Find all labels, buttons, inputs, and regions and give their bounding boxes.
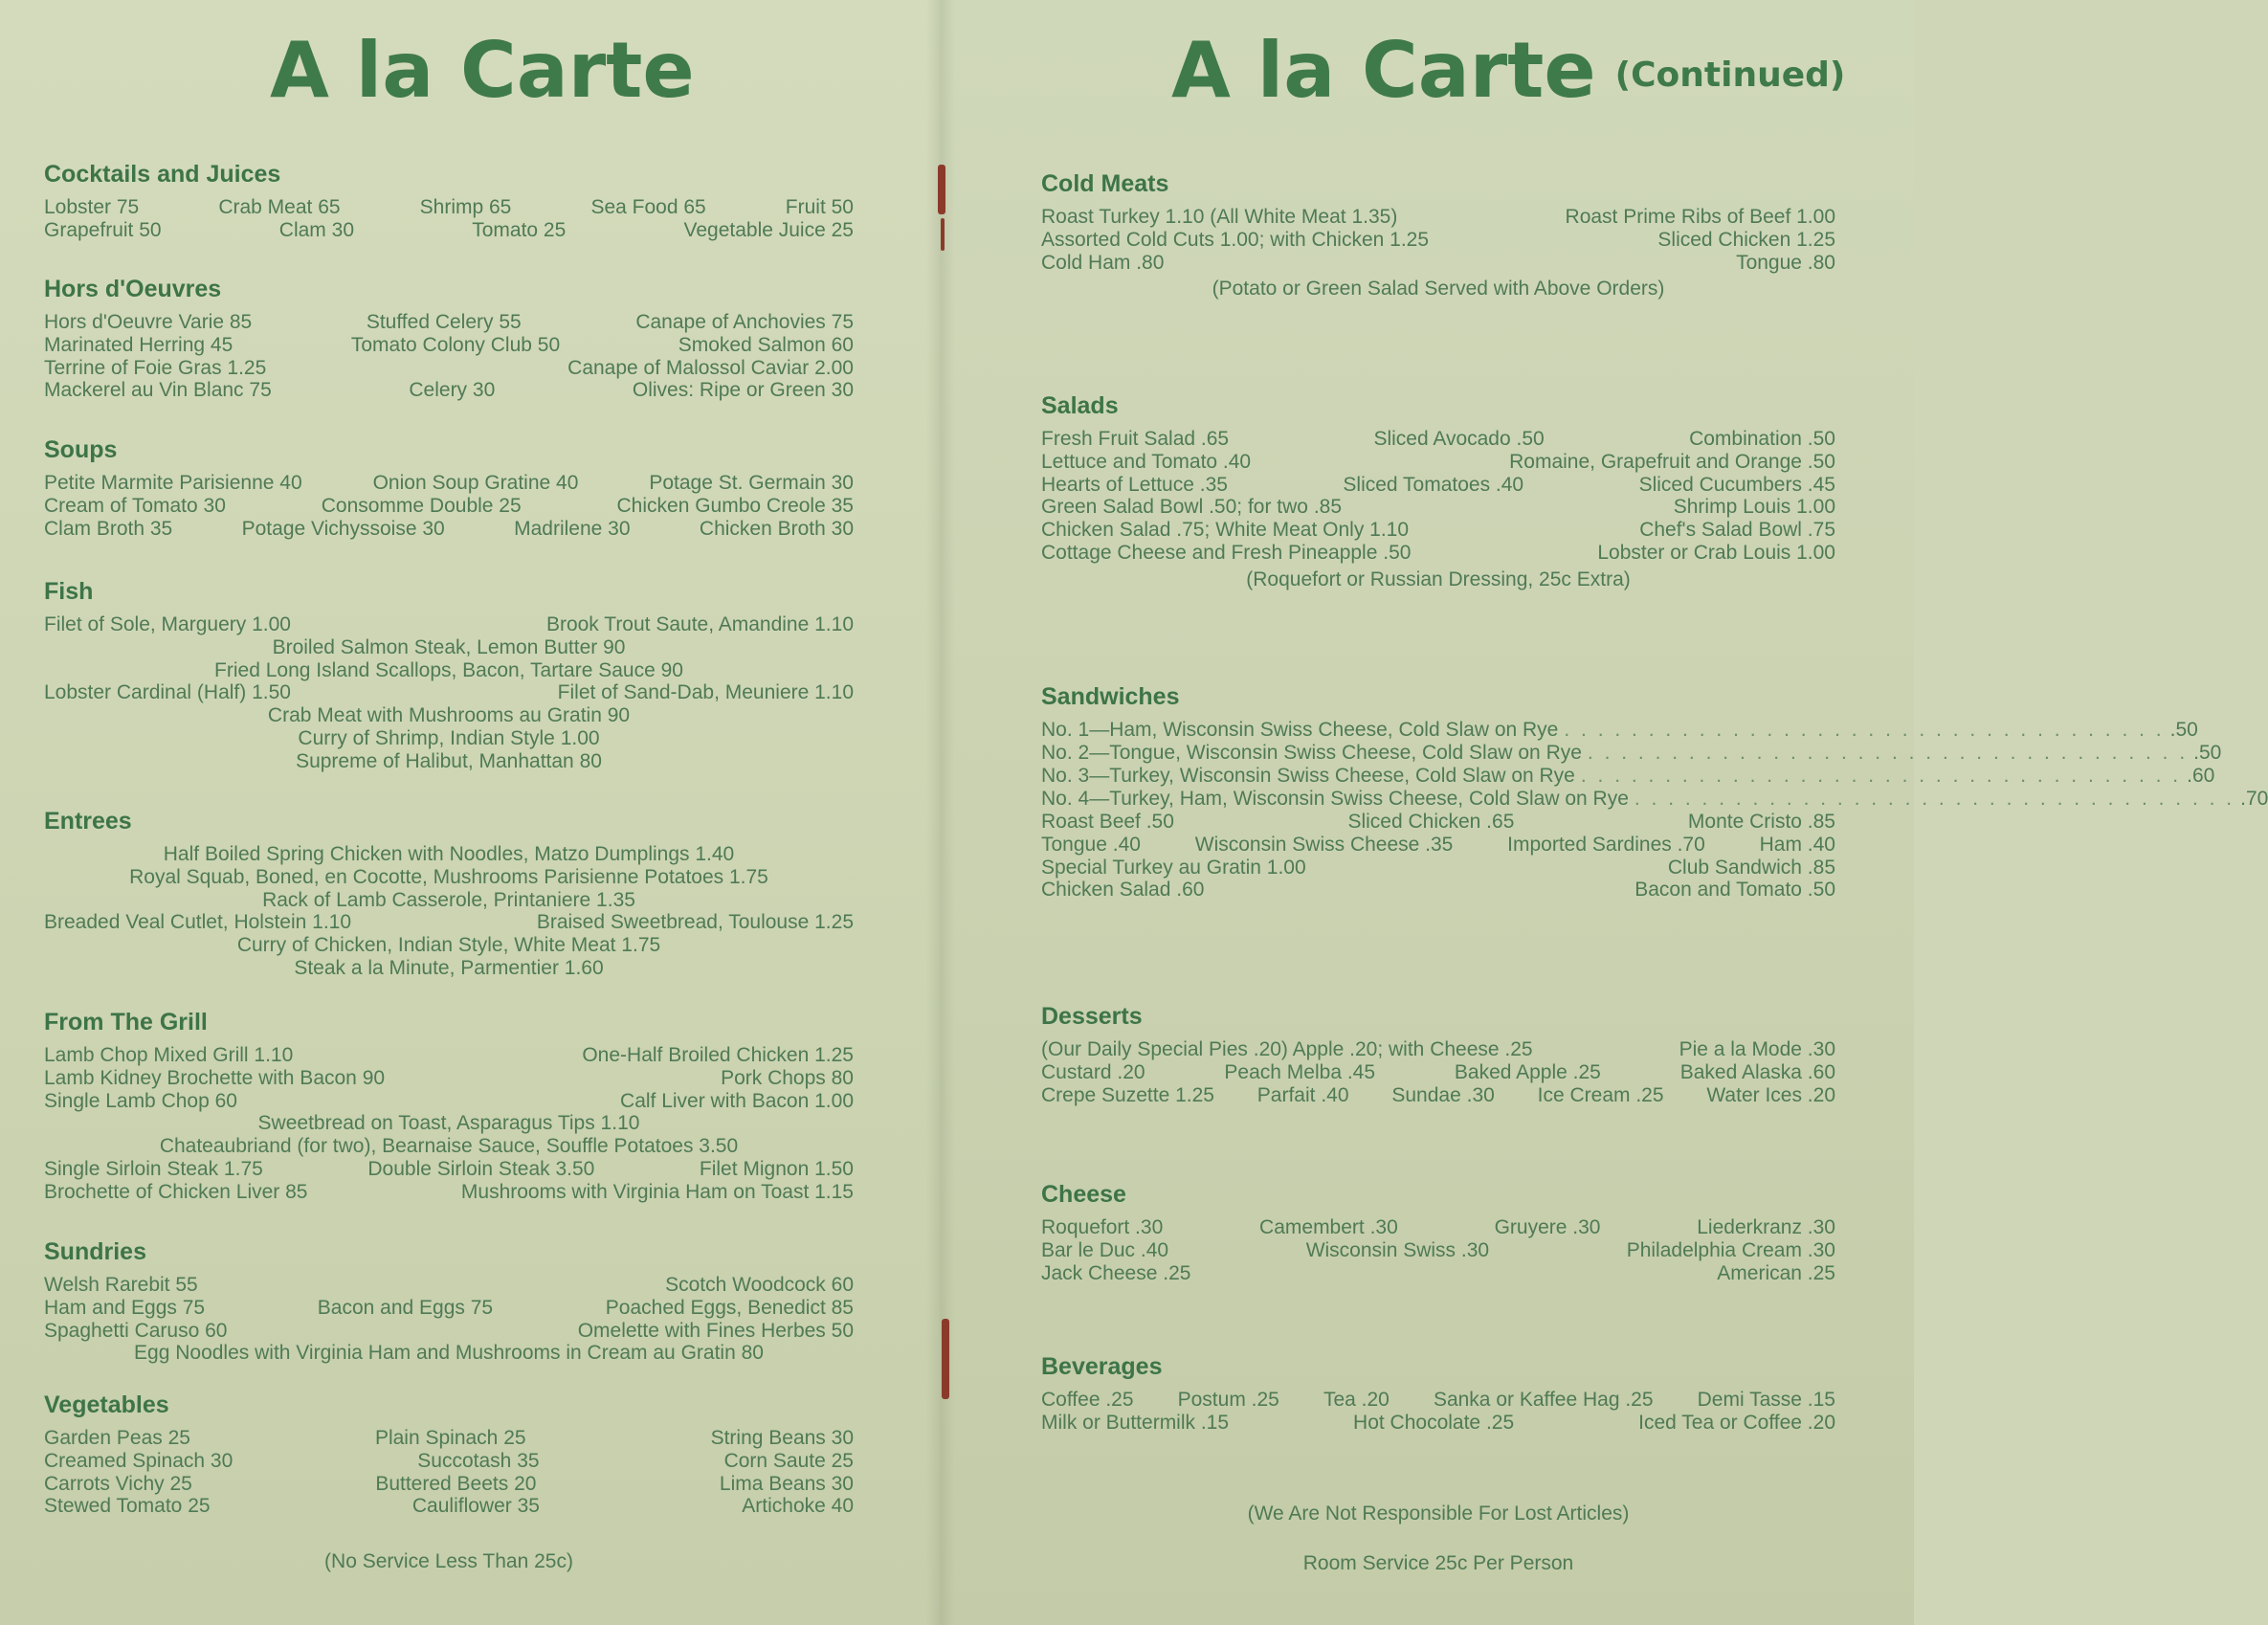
menu-row <box>44 334 854 357</box>
menu-item: Clam Broth 35 <box>44 517 173 540</box>
menu-item: Tongue .80 <box>1736 251 1835 274</box>
menu-item: Braised Sweetbread, Toulouse 1.25 <box>536 911 854 934</box>
menu-row <box>44 1342 854 1365</box>
menu-item: Chicken Salad .60 <box>1041 879 1205 902</box>
menu-row <box>1041 229 1835 252</box>
menu-item: Hot Chocolate .25 <box>1353 1411 1515 1434</box>
menu-item: Sundae .30 <box>1391 1083 1495 1106</box>
staple-bottom <box>942 1319 949 1399</box>
menu-item: Chateaubriand (for two), Bearnaise Sauce, Souffle Potatoes 3.50 <box>159 1135 739 1158</box>
section-fish <box>0 578 940 773</box>
menu-item: Tomato Colony Club 50 <box>350 333 561 356</box>
menu-item: Chicken Gumbo Creole 35 <box>616 494 854 517</box>
menu-row <box>1041 1038 1835 1061</box>
section-sandwiches <box>940 683 2268 902</box>
menu-row <box>1041 542 1835 565</box>
item-list <box>1041 428 1835 565</box>
menu-row <box>1041 1216 1835 1239</box>
footer-note-lost-articles: (We Are Not Responsible For Lost Articles) <box>1247 1503 1630 1525</box>
menu-row <box>1041 1239 1835 1262</box>
menu-item: Crab Meat with Mushrooms au Gratin 90 <box>267 704 631 727</box>
menu-row <box>44 911 854 934</box>
menu-item: Buttered Beets 20 <box>375 1472 537 1495</box>
menu-item: Filet of Sole, Marguery 1.00 <box>44 613 291 635</box>
menu-item: Hors d'Oeuvre Varie 85 <box>44 311 253 333</box>
staple-top-tail <box>941 218 945 251</box>
menu-row <box>44 727 854 750</box>
menu-row <box>44 357 854 380</box>
menu-item: (Our Daily Special Pies .20) Apple .20; with Cheese .25 <box>1041 1038 1533 1060</box>
section-salads <box>940 392 1914 591</box>
menu-row <box>44 1297 854 1320</box>
menu-item: Scotch Woodcock 60 <box>665 1274 854 1296</box>
menu-item: Egg Noodles with Virginia Ham and Mushrooms in Cream au Gratin 80 <box>134 1342 764 1365</box>
menu-row <box>44 1112 854 1135</box>
menu-item: Single Lamb Chop 60 <box>44 1089 237 1112</box>
menu-row <box>1041 1061 1835 1084</box>
menu-item: Iced Tea or Coffee .20 <box>1638 1411 1835 1434</box>
menu-row <box>44 518 854 541</box>
section-beverages <box>940 1353 1914 1435</box>
menu-row <box>1041 451 1835 474</box>
menu-item: Artichoke 40 <box>742 1495 854 1518</box>
menu-row <box>1041 206 1835 229</box>
menu-item: Sliced Cucumbers .45 <box>1638 473 1835 496</box>
item-list <box>1041 1038 1835 1106</box>
section-note: (Potato or Green Salad Served with Above Orders) <box>1212 278 1665 301</box>
menu-item: Ham and Eggs 75 <box>44 1296 206 1319</box>
menu-item: Filet of Sand-Dab, Meuniere 1.10 <box>557 681 854 704</box>
menu-item: Brook Trout Saute, Amandine 1.10 <box>545 613 854 635</box>
menu-item: Stewed Tomato 25 <box>44 1495 211 1518</box>
left-page <box>0 0 940 1625</box>
menu-item: Fresh Fruit Salad .65 <box>1041 428 1230 450</box>
item-list <box>44 613 854 773</box>
sandwich-row <box>1041 765 2215 788</box>
menu-item: Lobster Cardinal (Half) 1.50 <box>44 681 291 704</box>
menu-item: Marinated Herring 45 <box>44 333 233 356</box>
menu-item: Fried Long Island Scallops, Bacon, Tartare Sauce 90 <box>214 658 683 681</box>
footer-note: (No Service Less Than 25c) <box>324 1550 573 1572</box>
menu-item: Lima Beans 30 <box>719 1472 854 1495</box>
menu-row <box>1041 1084 1835 1107</box>
sandwich-name: No. 3—Turkey, Wisconsin Swiss Cheese, Cold Slaw on Rye <box>1041 765 1575 787</box>
menu-item: Lobster or Crab Louis 1.00 <box>1597 541 1835 564</box>
section-vegetables <box>0 1391 940 1518</box>
menu-row <box>44 495 854 518</box>
menu-item: Combination .50 <box>1689 428 1835 450</box>
dot-leader: . . . . . . . . . . . . . . . . . . . . . . . . . . . . . . . . . . . . <box>1564 719 2165 741</box>
menu-item: Cream of Tomato 30 <box>44 494 226 517</box>
menu-item: Green Salad Bowl .50; for two .85 <box>1041 496 1343 519</box>
menu-item: Poached Eggs, Benedict 85 <box>605 1296 854 1319</box>
menu-item: Olives: Ripe or Green 30 <box>632 379 854 402</box>
section-title: Soups <box>44 436 118 463</box>
menu-row <box>44 379 854 402</box>
page-title-left: A la Carte <box>270 26 695 115</box>
item-list <box>44 1044 854 1204</box>
menu-row <box>44 1181 854 1204</box>
menu-item: Baked Apple .25 <box>1454 1060 1601 1083</box>
section-sundries <box>0 1238 940 1365</box>
section-cheese <box>940 1181 1914 1284</box>
menu-item: Tongue .40 <box>1041 833 1141 856</box>
section-title: Hors d'Oeuvres <box>44 276 222 302</box>
item-list <box>1041 811 1835 902</box>
menu-item: Carrots Vichy 25 <box>44 1472 192 1495</box>
menu-item: Madrilene 30 <box>514 517 631 540</box>
section-cold-meats <box>940 170 1914 301</box>
section-title: Salads <box>1041 392 1119 419</box>
menu-item: Mackerel au Vin Blanc 75 <box>44 379 272 402</box>
menu-item: Single Sirloin Steak 1.75 <box>44 1157 263 1180</box>
menu-item: Roast Prime Ribs of Beef 1.00 <box>1565 206 1835 228</box>
menu-item: Pork Chops 80 <box>721 1066 854 1089</box>
menu-item: Ice Cream .25 <box>1537 1083 1664 1106</box>
menu-item: Chicken Salad .75; White Meat Only 1.10 <box>1041 519 1410 542</box>
item-list <box>44 472 854 540</box>
item-list <box>1041 206 1835 274</box>
section-title: Vegetables <box>44 1391 169 1418</box>
menu-item: Special Turkey au Gratin 1.00 <box>1041 856 1306 879</box>
menu-item: Calf Liver with Bacon 1.00 <box>620 1089 854 1112</box>
sandwich-price: .50 <box>2193 742 2222 764</box>
menu-item: American .25 <box>1717 1261 1835 1284</box>
item-list <box>1041 1216 1835 1284</box>
section-entrees <box>0 808 940 980</box>
item-list <box>1041 1389 1835 1435</box>
menu-item: Filet Mignon 1.50 <box>699 1157 854 1180</box>
menu-item: Hearts of Lettuce .35 <box>1041 473 1228 496</box>
menu-item: Lamb Kidney Brochette with Bacon 90 <box>44 1066 386 1089</box>
page-title-text: A la Carte <box>1171 26 1596 115</box>
menu-item: Gruyere .30 <box>1494 1216 1601 1238</box>
menu-item: Creamed Spinach 30 <box>44 1449 233 1472</box>
sandwich-price: .60 <box>2187 765 2215 787</box>
section-from-the-grill <box>0 1009 940 1204</box>
sandwich-name: No. 4—Turkey, Ham, Wisconsin Swiss Cheese, Cold Slaw on Rye <box>1041 788 1629 810</box>
menu-row <box>44 1427 854 1450</box>
section-title: Cocktails and Juices <box>44 161 281 188</box>
staple-top <box>938 165 945 214</box>
menu-item: Breaded Veal Cutlet, Holstein 1.10 <box>44 911 352 934</box>
page-title-right <box>1171 23 1845 123</box>
item-list <box>44 196 854 242</box>
menu-item: Sliced Chicken 1.25 <box>1657 228 1835 251</box>
menu-item: Garden Peas 25 <box>44 1427 190 1449</box>
menu-row <box>44 196 854 219</box>
menu-row <box>44 681 854 704</box>
menu-row <box>1041 879 1835 902</box>
section-desserts <box>940 1003 1914 1106</box>
menu-item: Crepe Suzette 1.25 <box>1041 1083 1214 1106</box>
menu-item: Broiled Salmon Steak, Lemon Butter 90 <box>272 635 626 658</box>
menu-item: Brochette of Chicken Liver 85 <box>44 1180 308 1203</box>
menu-row <box>44 750 854 773</box>
menu-item: Cauliflower 35 <box>411 1495 540 1518</box>
menu-item: Roast Beef .50 <box>1041 811 1174 833</box>
menu-item: Sweetbread on Toast, Asparagus Tips 1.10 <box>257 1112 640 1135</box>
menu-item: Bacon and Eggs 75 <box>317 1296 494 1319</box>
menu-row <box>44 1158 854 1181</box>
menu-item: Bacon and Tomato .50 <box>1634 879 1835 902</box>
menu-item: Tomato 25 <box>472 218 567 241</box>
menu-row <box>1041 519 1835 542</box>
menu-item: Roquefort .30 <box>1041 1216 1164 1238</box>
menu-item: Sanka or Kaffee Hag .25 <box>1433 1389 1654 1411</box>
menu-item: Canape of Anchovies 75 <box>635 311 854 333</box>
menu-row <box>1041 1262 1835 1285</box>
menu-item: Vegetable Juice 25 <box>683 218 854 241</box>
menu-item: Custard .20 <box>1041 1060 1145 1083</box>
menu-item: Double Sirloin Steak 3.50 <box>367 1157 595 1180</box>
menu-item: Assorted Cold Cuts 1.00; with Chicken 1.25 <box>1041 228 1430 251</box>
menu-item: Spaghetti Caruso 60 <box>44 1319 228 1342</box>
menu-item: Onion Soup Gratine 40 <box>372 472 579 494</box>
menu-item: Pie a la Mode .30 <box>1679 1038 1835 1060</box>
menu-item: Coffee .25 <box>1041 1389 1134 1411</box>
section-hors-doeuvres <box>0 276 940 402</box>
menu-item: Milk or Buttermilk .15 <box>1041 1411 1230 1434</box>
menu-item: Sliced Tomatoes .40 <box>1343 473 1524 496</box>
menu-item: Lamb Chop Mixed Grill 1.10 <box>44 1044 294 1066</box>
menu-item: Supreme of Halibut, Manhattan 80 <box>296 749 602 772</box>
menu-item: Sea Food 65 <box>590 196 706 218</box>
menu-item: Wisconsin Swiss Cheese .35 <box>1194 833 1454 856</box>
dot-leader: . . . . . . . . . . . . . . . . . . . . . . . . . . . . . . . . . . . . <box>1587 742 2189 764</box>
menu-item: Curry of Chicken, Indian Style, White Meat 1.75 <box>236 934 661 957</box>
menu-row <box>1041 428 1835 451</box>
menu-item: Cold Ham .80 <box>1041 251 1165 274</box>
sandwich-price: .50 <box>2169 719 2198 741</box>
menu-row <box>1041 1389 1835 1412</box>
menu-item: Royal Squab, Boned, en Cocotte, Mushrooms Parisienne Potatoes 1.75 <box>129 865 768 888</box>
dot-leader: . . . . . . . . . . . . . . . . . . . . . . . . . . . . . . . . . . . . <box>1580 765 2182 787</box>
menu-item: Celery 30 <box>409 379 496 402</box>
item-list <box>44 1274 854 1365</box>
menu-item: Sliced Avocado .50 <box>1373 428 1545 450</box>
menu-item: Mushrooms with Virginia Ham on Toast 1.15 <box>460 1180 854 1203</box>
menu-row <box>44 866 854 889</box>
menu-item: Wisconsin Swiss .30 <box>1305 1238 1490 1261</box>
menu-row <box>1041 857 1835 879</box>
menu-item: Water Ices .20 <box>1706 1083 1835 1106</box>
menu-item: Grapefruit 50 <box>44 218 162 241</box>
menu-row <box>44 843 854 866</box>
menu-item: Shrimp Louis 1.00 <box>1673 496 1835 519</box>
menu-row <box>44 704 854 727</box>
menu-item: Sliced Chicken .65 <box>1347 811 1515 833</box>
menu-item: Clam 30 <box>278 218 354 241</box>
menu-item: Liederkranz .30 <box>1697 1216 1835 1238</box>
menu-item: Demi Tasse .15 <box>1697 1389 1835 1411</box>
menu-item: Terrine of Foie Gras 1.25 <box>44 356 267 379</box>
sandwich-row <box>1041 788 2268 811</box>
menu-item: Cottage Cheese and Fresh Pineapple .50 <box>1041 541 1412 564</box>
menu-row <box>44 472 854 495</box>
menu-item: Consomme Double 25 <box>321 494 522 517</box>
section-title: Entrees <box>44 808 132 835</box>
sandwich-price: .70 <box>2240 788 2268 810</box>
menu-row <box>1041 811 1835 834</box>
menu-item: Steak a la Minute, Parmentier 1.60 <box>294 956 604 979</box>
menu-item: String Beans 30 <box>710 1427 854 1449</box>
section-title: Sundries <box>44 1238 146 1265</box>
menu-row <box>44 1067 854 1090</box>
menu-item: Tea .20 <box>1323 1389 1390 1411</box>
menu-item: Canape of Malossol Caviar 2.00 <box>567 356 854 379</box>
menu-item: Imported Sardines .70 <box>1507 833 1705 856</box>
menu-item: Chicken Broth 30 <box>699 517 854 540</box>
menu-item: Stuffed Celery 55 <box>366 311 522 333</box>
menu-item: Ham .40 <box>1759 833 1835 856</box>
section-title: Sandwiches <box>1041 683 1180 710</box>
menu-row <box>44 613 854 636</box>
menu-item: Baked Alaska .60 <box>1679 1060 1835 1083</box>
section-title: Beverages <box>1041 1353 1163 1380</box>
item-list <box>44 311 854 402</box>
menu-item: Peach Melba .45 <box>1224 1060 1376 1083</box>
section-title: Cold Meats <box>1041 170 1169 197</box>
menu-item: Rack of Lamb Casserole, Printaniere 1.35 <box>262 888 635 911</box>
menu-item: Petite Marmite Parisienne 40 <box>44 472 302 494</box>
menu-row <box>44 1044 854 1067</box>
section-title: From The Grill <box>44 1009 208 1035</box>
menu-item: Monte Cristo .85 <box>1687 811 1835 833</box>
sandwich-row <box>1041 742 2222 765</box>
item-list <box>44 1427 854 1518</box>
menu-item: Shrimp 65 <box>419 196 512 218</box>
page-title-sub: (Continued) <box>1614 56 1846 96</box>
menu-item: Curry of Shrimp, Indian Style 1.00 <box>298 726 600 749</box>
menu-item: Romaine, Grapefruit and Orange .50 <box>1509 450 1835 473</box>
menu-row <box>44 659 854 682</box>
menu-row <box>44 219 854 242</box>
menu-item: Fruit 50 <box>785 196 854 218</box>
menu-row <box>44 1473 854 1496</box>
menu-item: Plain Spinach 25 <box>374 1427 526 1449</box>
section-title: Desserts <box>1041 1003 1143 1030</box>
menu-item: Jack Cheese .25 <box>1041 1261 1191 1284</box>
menu-row <box>44 934 854 957</box>
menu-row <box>44 1450 854 1473</box>
menu-row <box>44 1320 854 1343</box>
sandwich-name: No. 1—Ham, Wisconsin Swiss Cheese, Cold Slaw on Rye <box>1041 719 1559 741</box>
menu-row <box>44 1090 854 1113</box>
menu-row <box>1041 474 1835 497</box>
menu-row <box>1041 834 1835 857</box>
menu-item: Smoked Salmon 60 <box>678 333 854 356</box>
numbered-sandwich-list <box>1041 719 2268 811</box>
menu-item: Lettuce and Tomato .40 <box>1041 450 1252 473</box>
menu-item: One-Half Broiled Chicken 1.25 <box>582 1044 854 1066</box>
menu-item: Potage St. Germain 30 <box>649 472 854 494</box>
dot-leader: . . . . . . . . . . . . . . . . . . . . . . . . . . . . . . . . . . . . <box>1634 788 2235 810</box>
menu-item: Roast Turkey 1.10 (All White Meat 1.35) <box>1041 206 1398 228</box>
menu-item: Club Sandwich .85 <box>1667 856 1835 879</box>
right-page <box>940 0 2268 1625</box>
menu-item: Camembert .30 <box>1259 1216 1398 1238</box>
menu-item: Potage Vichyssoise 30 <box>241 517 445 540</box>
section-title: Fish <box>44 578 94 605</box>
section-soups <box>0 436 940 540</box>
menu-row <box>44 1274 854 1297</box>
sandwich-name: No. 2—Tongue, Wisconsin Swiss Cheese, Cold Slaw on Rye <box>1041 742 1582 764</box>
menu-item: Bar le Duc .40 <box>1041 1238 1169 1261</box>
menu-item: Succotash 35 <box>417 1449 540 1472</box>
section-title: Cheese <box>1041 1181 1126 1208</box>
section-note: (Roquefort or Russian Dressing, 25c Extra) <box>1246 568 1631 590</box>
menu-row <box>1041 1412 1835 1435</box>
menu-item: Postum .25 <box>1177 1389 1279 1411</box>
sandwich-row <box>1041 719 2198 742</box>
menu-row <box>44 957 854 980</box>
menu-row <box>44 1135 854 1158</box>
menu-item: Omelette with Fines Herbes 50 <box>577 1319 854 1342</box>
item-list <box>44 843 854 980</box>
menu-item: Welsh Rarebit 55 <box>44 1274 198 1296</box>
menu-item: Philadelphia Cream .30 <box>1626 1238 1835 1261</box>
menu-row <box>44 1495 854 1518</box>
menu-item: Chef's Salad Bowl .75 <box>1639 519 1835 542</box>
menu-item: Parfait .40 <box>1256 1083 1349 1106</box>
footer-note-room-service: Room Service 25c Per Person <box>1302 1552 1574 1574</box>
menu-row <box>44 311 854 334</box>
menu-item: Crab Meat 65 <box>218 196 341 218</box>
menu-row <box>44 636 854 659</box>
menu-row <box>44 889 854 912</box>
menu-row <box>1041 252 1835 275</box>
menu-item: Lobster 75 <box>44 196 140 218</box>
menu-item: Half Boiled Spring Chicken with Noodles, Matzo Dumplings 1.40 <box>163 843 735 865</box>
menu-row <box>1041 496 1835 519</box>
menu-item: Corn Saute 25 <box>723 1449 854 1472</box>
section-cocktails <box>0 161 940 242</box>
